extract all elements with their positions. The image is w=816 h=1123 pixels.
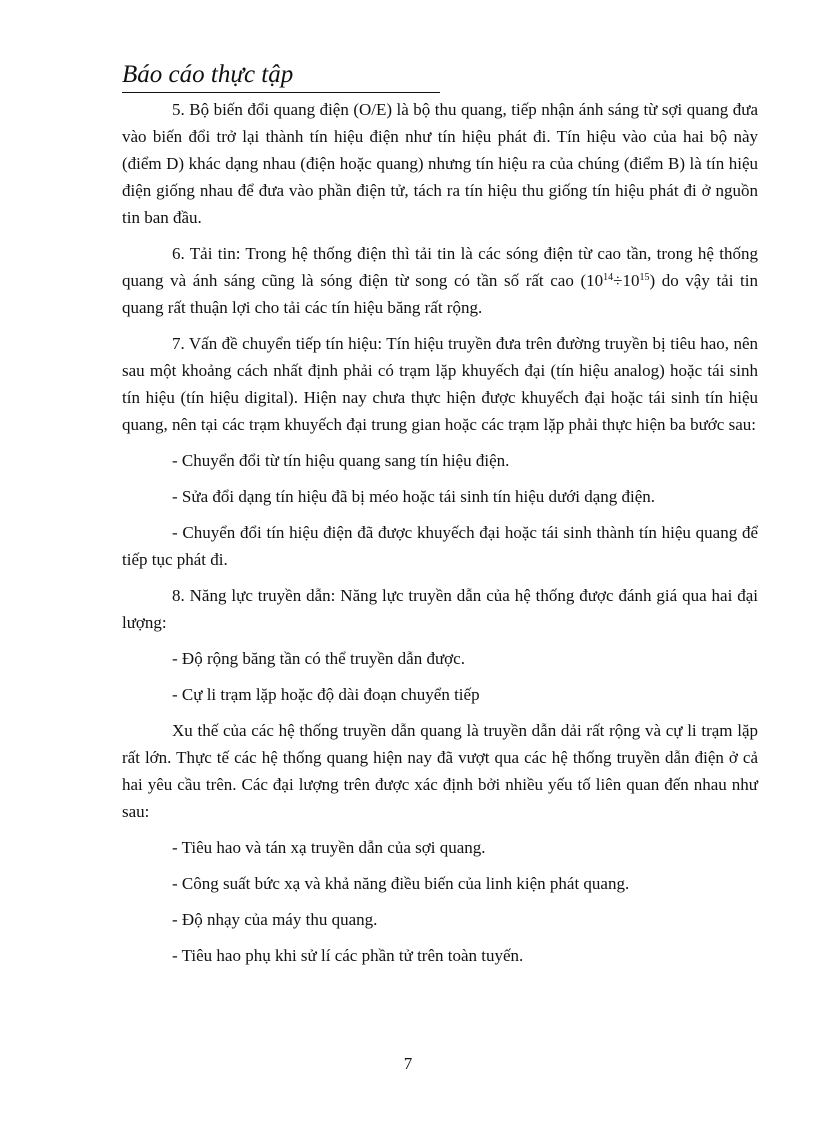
list-item-emitter-power: - Công suất bức xạ và khả năng điều biến của linh kiện phát quang. <box>172 874 630 893</box>
list-item-extra-loss: - Tiêu hao phụ khi sử lí các phần tử trên toàn tuyến. <box>172 946 524 965</box>
paragraph-6-exponent-14: 14 <box>603 272 614 283</box>
paragraph-6-text-after: ) do vậy tải tin quang rất thuận lợi cho tải các tín hiệu băng rất rộng. <box>122 271 758 317</box>
body-text <box>122 96 758 978</box>
paragraph-6-text-before: 6. Tải tin: Trong hệ thống điện thì tải tin là các sóng điện từ cao tần, trong hệ thống quang và ánh sáng cũng là sóng điện từ song có tần số rất cao (10 <box>122 244 758 290</box>
list-item-receiver-sensitivity: - Độ nhạy của máy thu quang. <box>172 910 378 929</box>
paragraph-6 <box>122 240 758 321</box>
list-item-bandwidth: - Độ rộng băng tần có thể truyền dẫn được. <box>172 649 465 668</box>
paragraph-5: 5. Bộ biến đổi quang điện (O/E) là bộ thu quang, tiếp nhận ánh sáng từ sợi quang đưa vào biến đổi trở lại thành tín hiệu điện như tín hiệu phát đi. Tín hiệu vào của hai bộ này (điểm D) khác dạng nhau (điện hoặc quang) nhưng tín hiệu ra của chúng (điểm B) là tín hiệu điện giống nhau để đưa vào phần điện tử, tách ra tín hiệu thu giống tín hiệu phát đi ở nguồn tin ban đầu. <box>122 100 758 227</box>
list-item-convert-electric: - Chuyển đổi tín hiệu điện đã được khuyếch đại hoặc tái sinh thành tín hiệu quang để tiếp tục phát đi. <box>122 523 758 569</box>
paragraph-6-text-mid: ÷10 <box>613 271 640 290</box>
paragraph-7: 7. Vấn đề chuyển tiếp tín hiệu: Tín hiệu truyền đưa trên đường truyền bị tiêu hao, nên sau một khoảng cách nhất định phải có trạm lặp khuyếch đại (tín hiệu analog) hoặc tái sinh tín hiệu (tín hiệu digital). Hiện nay chưa thực hiện được khuyếch đại hoặc tái sinh tín hiệu quang, nên tại các trạm khuyếch đại trung gian hoặc các trạm lặp phải thực hiện ba bước sau: <box>122 334 758 434</box>
page-number: 7 <box>403 1054 413 1073</box>
list-item-convert-optical: - Chuyển đổi từ tín hiệu quang sang tín hiệu điện. <box>172 451 510 470</box>
list-item-repair-signal: - Sửa đổi dạng tín hiệu đã bị méo hoặc tái sinh tín hiệu dưới dạng điện. <box>172 487 656 506</box>
page-header-title: Báo cáo thực tập <box>122 58 440 93</box>
paragraph-6-exponent-15: 15 <box>639 272 650 283</box>
paragraph-trend: Xu thế của các hệ thống truyền dẫn quang là truyền dẫn dải rất rộng và cự li trạm lặp rất lớn. Thực tế các hệ thống quang hiện nay đã vượt qua các hệ thống truyền dẫn điện ở cả hai yêu cầu trên. Các đại lượng trên được xác định bởi nhiều yếu tố liên quan đến nhau như sau: <box>122 721 758 821</box>
paragraph-8: 8. Năng lực truyền dẫn: Năng lực truyền dẫn của hệ thống được đánh giá qua hai đại lượng: <box>122 586 758 632</box>
list-item-repeater-distance: - Cự li trạm lặp hoặc độ dài đoạn chuyển tiếp <box>172 685 480 704</box>
list-item-fiber-loss: - Tiêu hao và tán xạ truyền dẫn của sợi quang. <box>172 838 486 857</box>
